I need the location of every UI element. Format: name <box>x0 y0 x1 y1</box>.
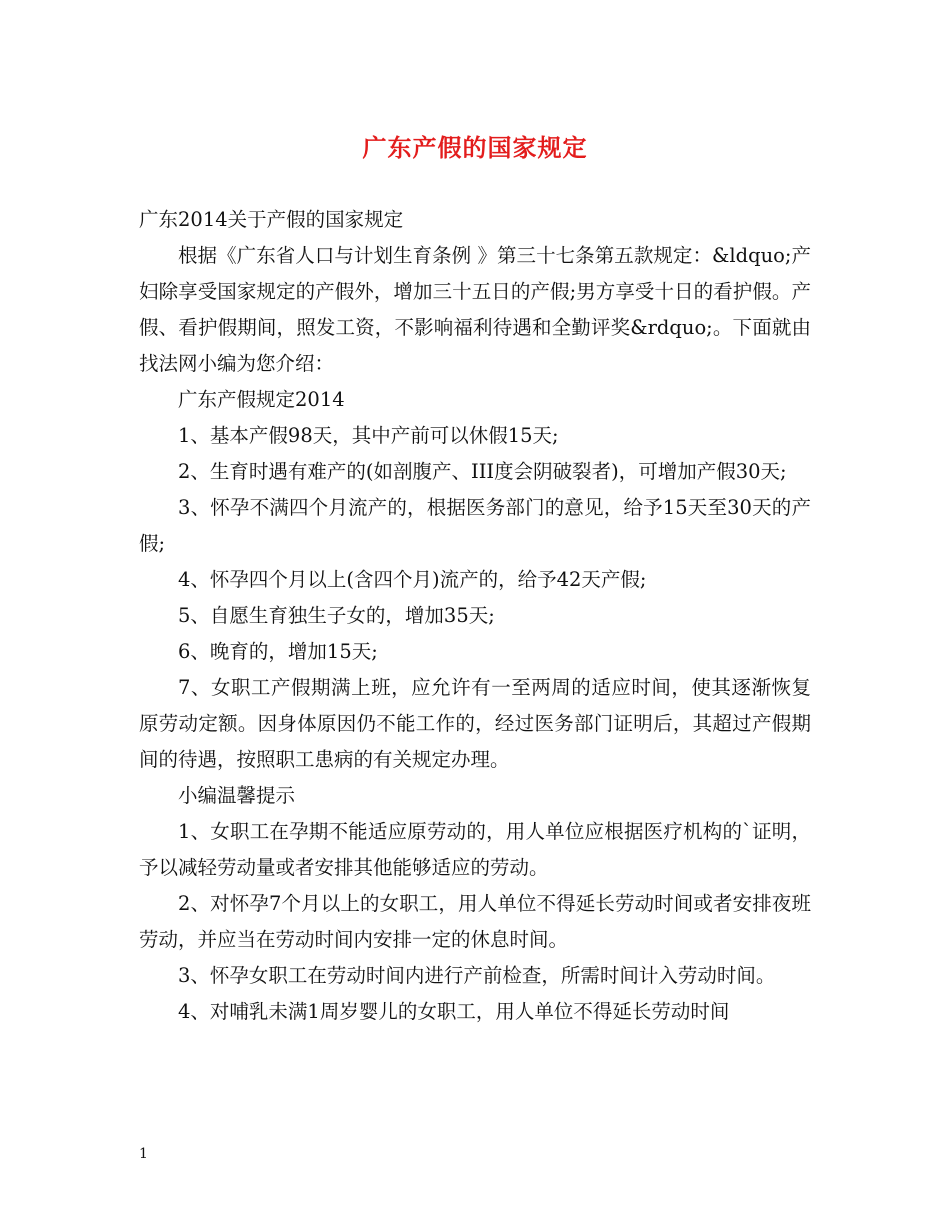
list-item: 1、女职工在孕期不能适应原劳动的，用人单位应根据医疗机构的`证明，予以减轻劳动量或者安排其他能够适应的劳动。 <box>139 820 811 879</box>
list-item: 4、怀孕四个月以上(含四个月)流产的，给予42天产假; <box>178 568 647 591</box>
list-item: 3、怀孕不满四个月流产的，根据医务部门的意见，给予15天至30天的产假; <box>139 496 811 555</box>
list-item: 3、怀孕女职工在劳动时间内进行产前检查，所需时间计入劳动时间。 <box>178 964 776 987</box>
list-item: 7、女职工产假期满上班，应允许有一至两周的适应时间，使其逐渐恢复原劳动定额。因身体原因仍不能工作的，经过医务部门证明后，其超过产假期间的待遇，按照职工患病的有关规定办理。 <box>139 676 811 771</box>
document-title: 广东产假的国家规定 <box>362 133 588 162</box>
list-item: 2、对怀孕7个月以上的女职工，用人单位不得延长劳动时间或者安排夜班劳动，并应当在劳动时间内安排一定的休息时间。 <box>139 892 811 951</box>
list-item: 5、自愿生育独生子女的，增加35天; <box>178 604 495 627</box>
page-number: 1 <box>139 1146 148 1162</box>
list-item: 1、基本产假98天，其中产前可以休假15天; <box>178 424 559 447</box>
paragraph-tips-heading: 小编温馨提示 <box>178 784 296 807</box>
paragraph-subtitle: 广东2014关于产假的国家规定 <box>139 208 404 231</box>
paragraph-section-heading: 广东产假规定2014 <box>178 388 345 411</box>
list-item: 4、对哺乳未满1周岁婴儿的女职工，用人单位不得延长劳动时间 <box>178 1000 730 1023</box>
paragraph-intro: 根据《广东省人口与计划生育条例 》第三十七条第五款规定：&ldquo;产妇除享受国家规定的产假外，增加三十五日的产假;男方享受十日的看护假。产假、看护假期间，照发工资，不影响福利待遇和全勤评奖&rdquo;。下面就由找法网小编为您介绍： <box>139 244 811 375</box>
list-item: 2、生育时遇有难产的(如剖腹产、III度会阴破裂者)，可增加产假30天; <box>178 460 787 483</box>
document-body <box>139 202 811 1030</box>
list-item: 6、晚育的，增加15天; <box>178 640 378 663</box>
